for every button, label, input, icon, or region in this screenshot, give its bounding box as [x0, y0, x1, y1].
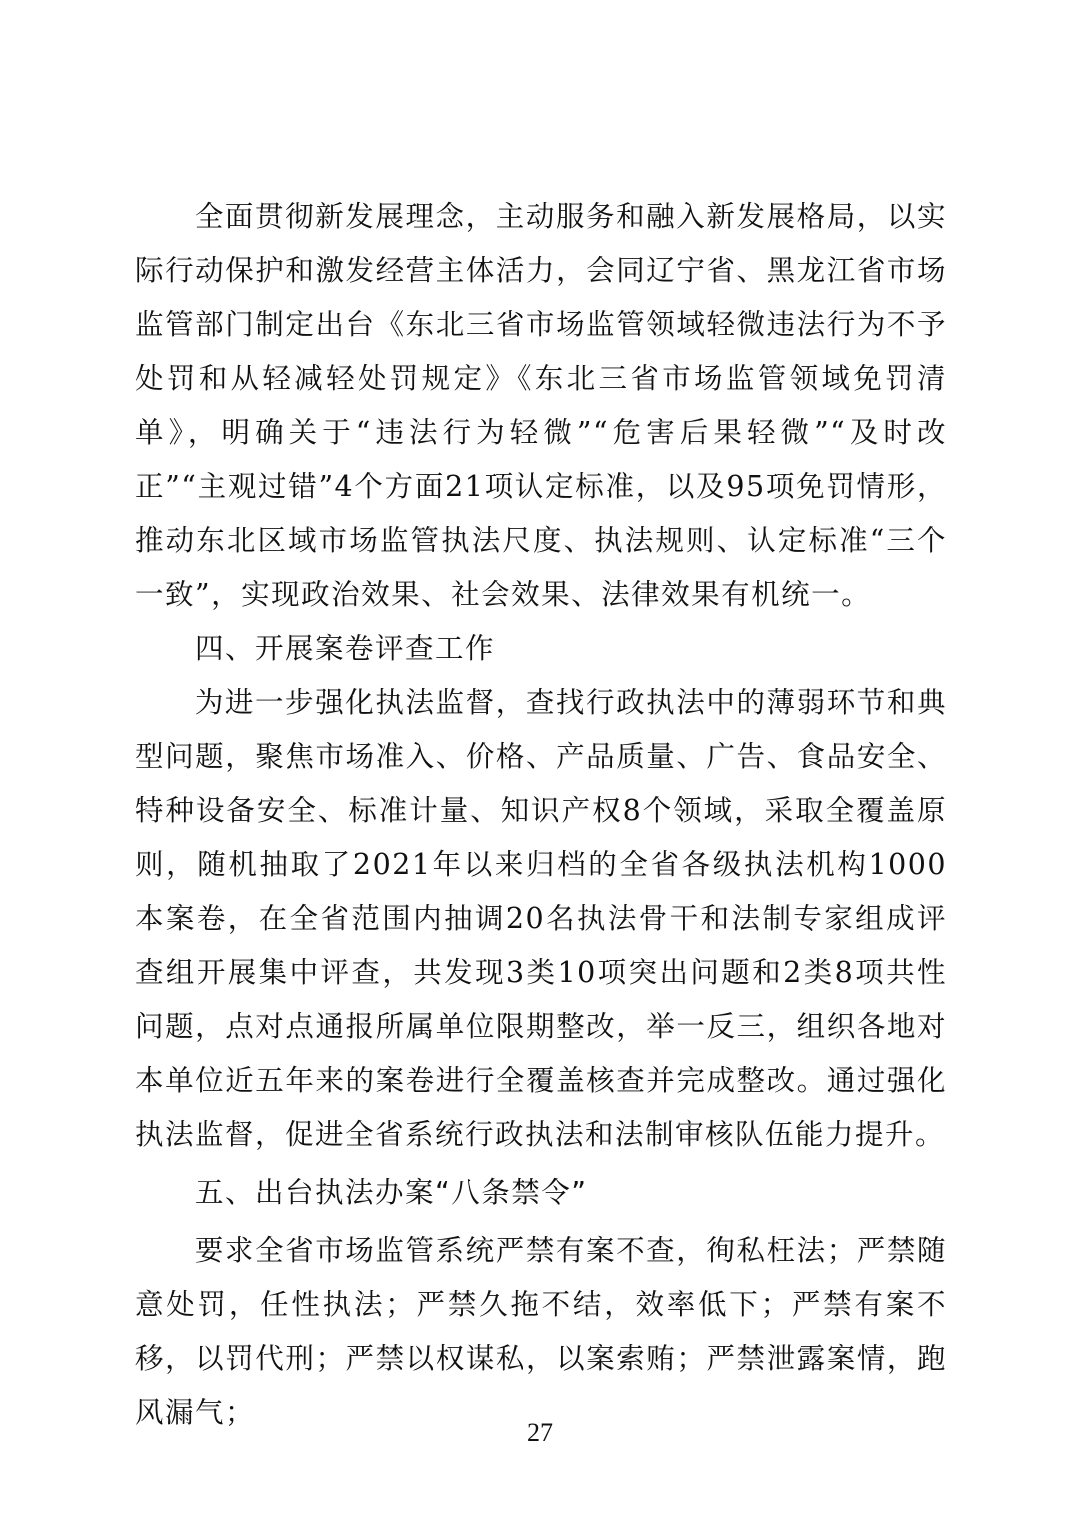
paragraph-eight-prohibitions: 要求全省市场监管系统严禁有案不查，徇私枉法；严禁随意处罚，任性执法；严禁久拖不结，效率低下；严禁有案不移，以罚代刑；严禁以权谋私，以案索贿；严禁泄露案情，跑风漏气；	[135, 1234, 947, 1429]
page-number: 27	[527, 1418, 553, 1447]
document-body	[135, 190, 947, 1440]
paragraph-case-review: 为进一步强化执法监督，查找行政执法中的薄弱环节和典型问题，聚焦市场准入、价格、产品质量、广告、食品安全、特种设备安全、标准计量、知识产权8个领域，采取全覆盖原则，随机抽取了2021年以来归档的全省各级执法机构1000本案卷，在全省范围内抽调20名执法骨干和法制专家组成评查组开展集中评查，共发现3类10项突出问题和2类8项共性问题，点对点通报所属单位限期整改，举一反三，组织各地对本单位近五年来的案卷进行全覆盖核查并完成整改。通过强化执法监督，促进全省系统行政执法和法制审核队伍能力提升。	[135, 686, 947, 1151]
section-heading-eight-prohibitions: 五、出台执法办案“八条禁令”	[195, 1176, 588, 1209]
section-heading-case-review: 四、开展案卷评查工作	[195, 632, 496, 665]
paragraph-lenient-penalty: 全面贯彻新发展理念，主动服务和融入新发展格局，以实际行动保护和激发经营主体活力，会同辽宁省、黑龙江省市场监管部门制定出台《东北三省市场监管领域轻微违法行为不予处罚和从轻减轻处罚规定》《东北三省市场监管领域免罚清单》，明确关于“违法行为轻微”“危害后果轻微”“及时改正”“主观过错”4个方面21项认定标准，以及95项免罚情形，推动东北区域市场监管执法尺度、执法规则、认定标准“三个一致”，实现政治效果、社会效果、法律效果有机统一。	[135, 200, 947, 611]
